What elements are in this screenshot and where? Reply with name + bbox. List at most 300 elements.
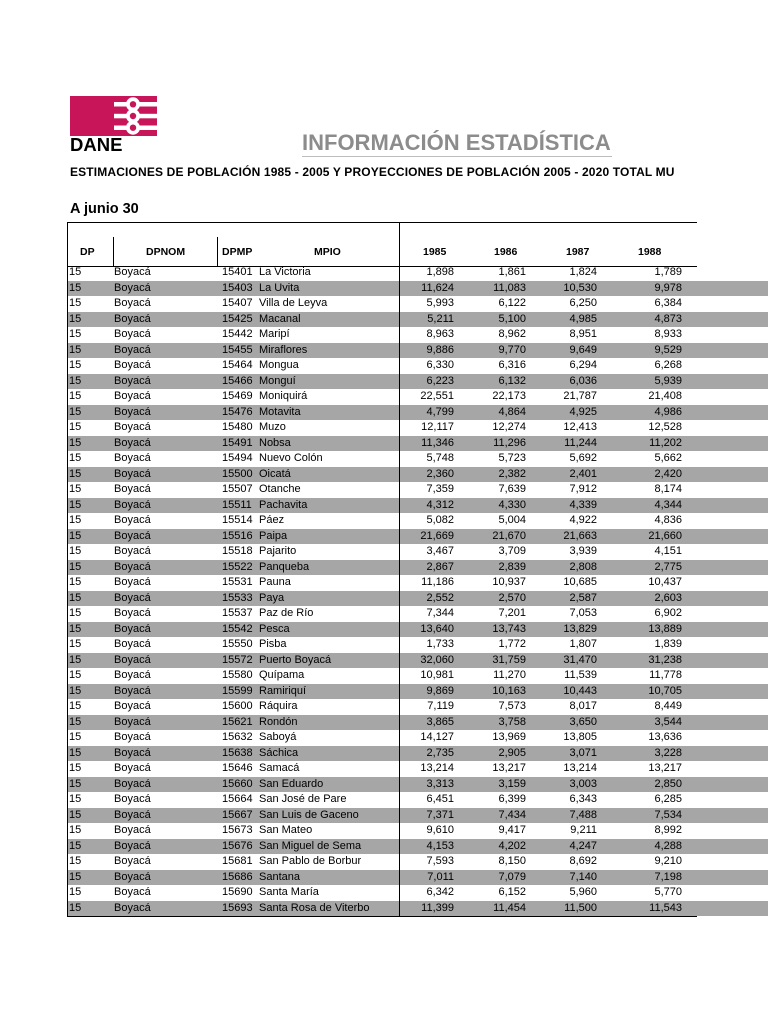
cell-1986: 9,417 [498,824,526,836]
cell-dpmp: 15469 [222,390,253,402]
cell-dpnom: Boyacá [114,343,151,356]
cell-1987: 4,922 [569,514,597,526]
table-row [67,327,768,343]
cell-1986: 7,201 [498,607,526,619]
cell-dp: 15 [69,824,82,836]
cell-mpio: San Miguel de Sema [259,839,362,852]
cell-dpnom: Boyacá [114,405,151,418]
cell-dpnom: Boyacá [114,390,151,402]
cell-dpmp: 15425 [222,312,253,325]
cell-1986: 5,100 [498,312,526,325]
cell-1987: 8,692 [569,855,597,867]
cell-mpio: Miraflores [259,343,308,356]
table-row [67,436,768,452]
cell-dp: 15 [69,576,82,588]
cell-dpmp: 15514 [222,514,253,526]
cell-dp: 15 [69,855,82,867]
cell-dpnom: Boyacá [114,560,151,573]
cell-1985: 6,330 [426,359,454,371]
cell-dpnom: Boyacá [114,281,151,294]
cell-1987: 21,663 [563,529,597,542]
cell-dpnom: Boyacá [114,297,151,309]
cell-dp: 15 [69,793,82,805]
table-row [67,839,768,855]
cell-dp: 15 [69,700,82,712]
cell-1987: 1,807 [569,638,597,650]
cell-dpnom: Boyacá [114,653,151,666]
cell-dpmp: 15476 [222,405,253,418]
cell-dp: 15 [69,545,82,557]
cell-dpnom: Boyacá [114,715,151,728]
cell-dpnom: Boyacá [114,374,151,387]
cell-mpio: Oicatá [259,467,291,480]
cell-1988: 2,850 [654,777,682,790]
cell-1987: 4,925 [569,405,597,418]
cell-dpnom: Boyacá [114,746,151,759]
cell-dp: 15 [69,483,82,495]
col-header-dpnom: DPNOM [146,246,186,258]
cell-1986: 21,670 [492,529,526,542]
cell-1988: 3,544 [654,715,682,728]
cell-mpio: Santa Rosa de Viterbo [259,901,370,914]
cell-1988: 2,420 [654,467,682,480]
cell-dp: 15 [69,731,82,743]
table-row [67,482,768,498]
cell-dpnom: Boyacá [114,359,151,371]
cell-mpio: Sáchica [259,746,299,759]
cell-1987: 4,247 [569,839,597,852]
cell-mpio: Mongua [259,359,299,371]
cell-1988: 9,210 [654,855,682,867]
title-underline [302,156,612,157]
cell-1987: 10,530 [563,281,597,294]
cell-1986: 31,759 [492,653,526,666]
cell-1988: 4,288 [654,839,682,852]
cell-1986: 3,159 [498,777,526,790]
cell-dpnom: Boyacá [114,483,151,495]
cell-1985: 2,552 [426,591,454,604]
cell-1988: 5,662 [654,452,682,464]
cell-1986: 1,772 [498,638,526,650]
cell-dpmp: 15494 [222,452,253,464]
cell-dpnom: Boyacá [114,529,151,542]
cell-mpio: Motavita [259,405,301,418]
cell-dpnom: Boyacá [114,622,151,635]
cell-1985: 6,342 [426,886,454,898]
cell-1985: 5,993 [426,297,454,309]
table-row [67,699,768,715]
cell-mpio: Pesca [259,622,290,635]
cell-dpnom: Boyacá [114,545,151,557]
dane-logo [70,96,157,152]
cell-1988: 21,408 [648,390,682,402]
page-title: INFORMACIÓN ESTADÍSTICA [302,130,611,155]
cell-1987: 3,003 [569,777,597,790]
cell-mpio: Macanal [259,312,301,325]
cell-dp: 15 [69,514,82,526]
cell-1988: 12,528 [648,421,682,433]
cell-dpnom: Boyacá [114,591,151,604]
cell-mpio: Otanche [259,483,301,495]
cell-1986: 11,296 [493,436,526,449]
cell-1985: 2,735 [426,746,454,759]
cell-1988: 21,660 [648,529,682,542]
table-row [67,854,768,870]
cell-1988: 6,384 [654,297,682,309]
table-row [67,544,768,560]
table-row [67,901,768,917]
cell-1985: 4,153 [426,839,454,852]
cell-dpmp: 15664 [222,793,253,805]
table-row [67,668,768,684]
cell-1987: 13,829 [563,622,597,635]
table-row [67,808,768,824]
cell-1986: 2,839 [498,560,526,573]
cell-mpio: Monguí [259,374,296,387]
cell-dpmp: 15693 [222,901,253,914]
cell-1986: 13,969 [492,731,526,743]
cell-dpnom: Boyacá [114,870,151,883]
cell-mpio: San José de Pare [259,793,347,805]
cell-dpmp: 15518 [222,545,253,557]
table-row [67,730,768,746]
table-row [67,467,768,483]
cell-1986: 7,079 [498,870,526,883]
cell-1987: 5,692 [569,452,597,464]
table-row [67,420,768,436]
cell-dpnom: Boyacá [114,762,151,774]
cell-1987: 3,650 [569,715,597,728]
cell-1988: 5,770 [654,886,682,898]
cell-1988: 6,268 [654,359,682,371]
cell-dpmp: 15480 [222,421,253,433]
cell-1988: 8,174 [654,483,682,495]
cell-1985: 3,467 [426,545,454,557]
table-row [67,575,768,591]
cell-mpio: Pajarito [259,545,297,557]
cell-1986: 22,173 [492,390,526,402]
table-row [67,746,768,762]
col-header-dpmp: DPMP [222,246,253,258]
cell-1986: 7,434 [498,808,526,821]
cell-1987: 6,250 [569,297,597,309]
cell-dpnom: Boyacá [114,498,151,511]
cell-1988: 10,705 [648,684,682,697]
cell-1985: 7,371 [426,808,454,821]
cell-mpio: Pisba [259,638,287,650]
cell-1985: 6,223 [426,374,454,387]
cell-1985: 5,748 [426,452,454,464]
cell-1987: 2,401 [569,467,597,480]
cell-dpmp: 15621 [222,715,253,728]
cell-1988: 31,238 [648,653,682,666]
cell-1988: 11,543 [649,901,682,914]
cell-1986: 8,962 [498,328,526,340]
col-header-1985: 1985 [423,246,447,258]
cell-mpio: Nuevo Colón [259,452,323,464]
cell-1986: 9,770 [498,343,526,356]
cell-1988: 2,775 [654,560,682,573]
cell-1987: 7,140 [569,870,597,883]
cell-mpio: Santana [259,870,300,883]
cell-1985: 7,011 [427,870,454,883]
cell-1985: 11,624 [421,281,454,294]
cell-1985: 8,963 [426,328,454,340]
cell-1988: 7,198 [654,870,682,883]
cell-dpmp: 15600 [222,700,253,712]
cell-1987: 10,685 [563,576,597,588]
cell-dpnom: Boyacá [114,328,151,340]
cell-dpnom: Boyacá [114,421,151,433]
logo-text: DANE [70,134,123,152]
table-row [67,451,768,467]
cell-1987: 7,053 [569,607,597,619]
cell-dp: 15 [69,405,82,418]
table-mid-border [399,265,400,917]
table-row [67,405,768,421]
col-header-mpio: MPIO [314,246,341,258]
cell-1988: 9,529 [654,343,682,356]
cell-1987: 21,787 [563,390,597,402]
cell-1987: 31,470 [563,653,597,666]
cell-dpmp: 15632 [222,731,253,743]
cell-dpnom: Boyacá [114,312,151,325]
table-row [67,513,768,529]
cell-dpmp: 15533 [222,591,253,604]
cell-dpnom: Boyacá [114,266,151,278]
cell-dp: 15 [69,808,82,821]
cell-1987: 4,339 [569,498,597,511]
cell-dp: 15 [69,374,82,387]
cell-mpio: Pauna [259,576,291,588]
cell-1987: 9,211 [570,824,597,836]
cell-dpnom: Boyacá [114,607,151,619]
cell-1988: 13,636 [648,731,682,743]
cell-1987: 3,071 [569,746,597,759]
col-header-1987: 1987 [566,246,590,258]
cell-dp: 15 [69,746,82,759]
cell-dpmp: 15542 [222,622,253,635]
cell-1986: 12,274 [492,421,526,433]
cell-dpmp: 15686 [222,870,253,883]
cell-dp: 15 [69,312,82,325]
table-row [67,622,768,638]
cell-1987: 5,960 [569,886,597,898]
cell-1987: 11,539 [564,669,597,681]
cell-1986: 2,905 [498,746,526,759]
cell-dpmp: 15681 [222,855,253,867]
cell-1987: 11,500 [564,901,597,914]
cell-dp: 15 [69,452,82,464]
cell-1986: 5,723 [498,452,526,464]
table-row [67,358,768,374]
cell-1985: 2,360 [426,467,454,480]
cell-1988: 1,839 [654,638,682,650]
cell-dpmp: 15667 [222,808,253,821]
cell-1985: 9,869 [426,684,454,697]
cell-dpnom: Boyacá [114,576,151,588]
cell-1986: 4,202 [498,839,526,852]
cell-dpmp: 15442 [222,328,253,340]
cell-1985: 12,117 [421,421,454,433]
cell-1988: 4,344 [654,498,682,511]
cell-1987: 4,985 [569,312,597,325]
cell-mpio: San Pablo de Borbur [259,855,362,867]
cell-1987: 1,824 [569,266,597,278]
cell-1985: 1,733 [426,638,454,650]
cell-dpnom: Boyacá [114,684,151,697]
table-row [67,281,768,297]
cell-1988: 4,151 [654,545,682,557]
cell-dp: 15 [69,777,82,790]
table-row [67,777,768,793]
cell-1987: 12,413 [563,421,597,433]
cell-mpio: Puerto Boyacá [259,653,332,666]
cell-dp: 15 [69,591,82,604]
cell-1985: 5,082 [426,514,454,526]
cell-dpmp: 15599 [222,684,253,697]
cell-dp: 15 [69,343,82,356]
cell-mpio: Nobsa [259,436,291,449]
cell-mpio: San Mateo [259,824,313,836]
cell-dpmp: 15646 [222,762,253,774]
table-row [67,761,768,777]
col-header-dp: DP [80,246,95,258]
table-row [67,591,768,607]
cell-1988: 8,933 [654,328,682,340]
cell-dp: 15 [69,467,82,480]
cell-1988: 3,228 [654,746,682,759]
cell-1987: 7,488 [569,808,597,821]
cell-1987: 10,443 [563,684,597,697]
cell-1985: 11,346 [421,436,454,449]
report-subtitle: ESTIMACIONES DE POBLACIÓN 1985 - 2005 Y PROYECCIONES DE POBLACIÓN 2005 - 2020 TOTAL MU [70,165,675,179]
cell-1986: 6,122 [498,297,526,309]
cell-dpmp: 15466 [222,374,253,387]
col-header-1986: 1986 [494,246,518,258]
cell-mpio: Maripí [259,328,290,340]
cell-1988: 9,978 [654,281,682,294]
col-header-1988: 1988 [638,246,662,258]
cell-dpmp: 15401 [222,266,253,278]
cell-1986: 6,152 [498,886,526,898]
cell-1986: 3,758 [498,715,526,728]
cell-1985: 3,313 [426,777,454,790]
cell-dp: 15 [69,669,82,681]
table-row [67,792,768,808]
table-row [67,823,768,839]
cell-dp: 15 [69,839,82,852]
cell-1985: 21,669 [420,529,454,542]
cell-1986: 4,864 [498,405,526,418]
cell-dpnom: Boyacá [114,638,151,650]
cell-1986: 6,399 [498,793,526,805]
cell-dpnom: Boyacá [114,886,151,898]
cell-1985: 9,610 [426,824,454,836]
table-left-border [67,265,68,917]
cell-1988: 4,836 [654,514,682,526]
cell-1988: 4,873 [654,312,682,325]
cell-dpnom: Boyacá [114,467,151,480]
cell-dpmp: 15491 [222,436,253,449]
cell-1985: 1,898 [426,266,454,278]
cell-dpnom: Boyacá [114,731,151,743]
cell-dpmp: 15464 [222,359,253,371]
cell-1986: 5,004 [498,514,526,526]
cell-dp: 15 [69,901,82,914]
cell-dpnom: Boyacá [114,793,151,805]
cell-mpio: San Luis de Gaceno [259,808,359,821]
cell-mpio: Paz de Río [259,607,314,619]
table-row [67,389,768,405]
table-header-frame [67,222,697,267]
cell-1985: 7,119 [427,700,454,712]
cell-1985: 32,060 [420,653,454,666]
cell-dpmp: 15507 [222,483,253,495]
cell-1985: 2,867 [426,560,454,573]
cell-dpnom: Boyacá [114,777,151,790]
cell-dpmp: 15403 [222,281,253,294]
cell-1986: 2,570 [498,591,526,604]
table-row [67,684,768,700]
cell-dpmp: 15580 [222,669,253,681]
cell-1986: 7,573 [498,700,526,712]
cell-mpio: Samacá [259,762,300,774]
table-row [67,606,768,622]
cell-1985: 7,344 [426,607,454,619]
cell-dpmp: 15500 [222,467,253,480]
cell-dp: 15 [69,762,82,774]
cell-1985: 7,359 [426,483,454,495]
cell-1985: 6,451 [426,793,454,805]
cell-1986: 11,454 [493,901,526,914]
cell-1985: 5,211 [427,312,454,325]
cell-mpio: San Eduardo [259,777,324,790]
cell-1986: 6,132 [498,374,526,387]
cell-dp: 15 [69,622,82,635]
cell-dpmp: 15522 [222,560,253,573]
cell-1988: 7,534 [654,808,682,821]
cell-dp: 15 [69,886,82,898]
cell-mpio: Panqueba [259,560,310,573]
cell-mpio: Ráquira [259,700,298,712]
cell-dp: 15 [69,638,82,650]
cell-mpio: Saboyá [259,731,297,743]
cell-1988: 8,449 [654,700,682,712]
cell-1986: 3,709 [498,545,526,557]
cell-1986: 11,270 [493,669,526,681]
cell-1987: 2,587 [569,591,597,604]
cell-dpmp: 15550 [222,638,253,650]
cell-dpnom: Boyacá [114,839,151,852]
cell-mpio: Ramiriquí [259,684,307,697]
cell-dpnom: Boyacá [114,436,151,449]
cell-1988: 4,986 [654,405,682,418]
cell-dpmp: 15455 [222,343,253,356]
cell-dpmp: 15572 [222,653,253,666]
cell-mpio: Páez [259,514,285,526]
cell-1985: 22,551 [420,390,454,402]
cell-1986: 1,861 [498,266,526,278]
cell-1985: 13,640 [420,622,454,635]
cell-dpmp: 15531 [222,576,253,588]
cell-dpmp: 15638 [222,746,253,759]
cell-1985: 4,312 [426,498,454,511]
table-row [67,870,768,886]
cell-1987: 7,912 [569,483,597,495]
cell-dp: 15 [69,684,82,697]
cell-dpnom: Boyacá [114,808,151,821]
